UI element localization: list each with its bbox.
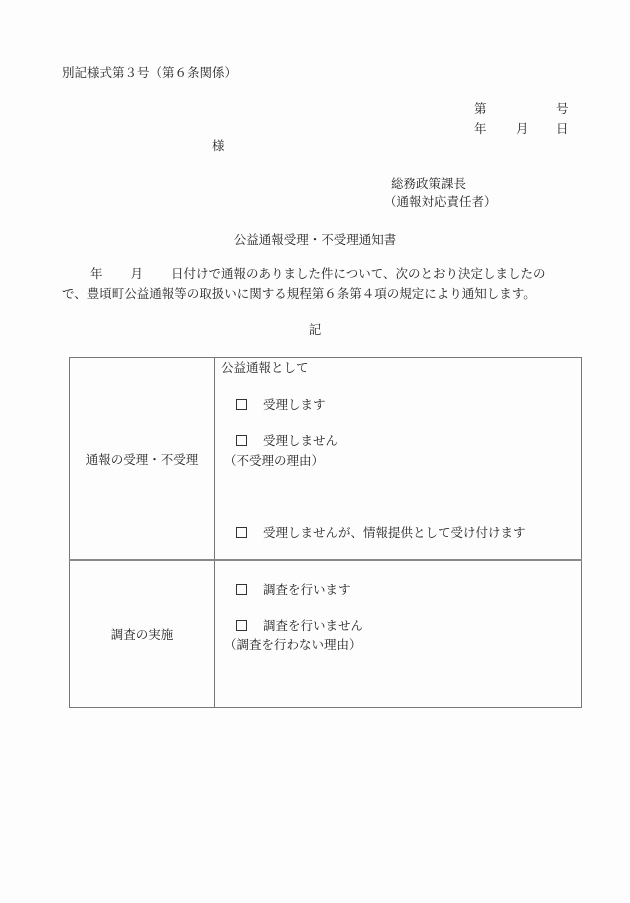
- option-accept[interactable]: 受理します: [236, 397, 326, 413]
- body-paragraph: [62, 264, 582, 304]
- body-month: 月: [130, 266, 144, 281]
- investigation-options-cell: [215, 560, 582, 708]
- ki-heading: 記: [308, 322, 322, 337]
- acceptance-intro: 公益通報として: [221, 360, 309, 375]
- investigation-label: 調査の実施: [70, 560, 215, 708]
- checkbox-icon[interactable]: [236, 435, 247, 446]
- body-line2: で、豊頃町公益通報等の取扱いに関する規程第６条第４項の規定により通知します。: [62, 286, 536, 301]
- decision-table: [69, 357, 582, 708]
- no-investigation-reason-label: （調査を行わない理由）: [224, 637, 362, 652]
- table-row-investigation: [70, 560, 582, 708]
- date-month-label: 月: [516, 121, 529, 136]
- document-number-suffix: 号: [556, 101, 569, 116]
- option-reject[interactable]: 受理しません: [236, 433, 338, 449]
- option-investigate[interactable]: 調査を行います: [236, 582, 351, 598]
- form-number: 別記様式第３号（第６条関係）: [62, 65, 238, 80]
- checkbox-icon[interactable]: [236, 527, 247, 538]
- acceptance-options-cell: [215, 358, 582, 561]
- date-day-label: 日: [556, 121, 569, 136]
- rejection-reason-label: （不受理の理由）: [224, 453, 325, 468]
- sender-role: （通報対応責任者）: [384, 194, 497, 209]
- checkbox-icon[interactable]: [236, 399, 247, 410]
- body-year: 年: [90, 266, 103, 281]
- option-no-investigation[interactable]: 調査を行いません: [236, 618, 363, 634]
- option-accept-as-information[interactable]: 受理しませんが、情報提供として受け付けます: [236, 525, 526, 541]
- acceptance-label: 通報の受理・不受理: [70, 358, 215, 561]
- date-year-label: 年: [474, 121, 487, 136]
- checkbox-icon[interactable]: [236, 584, 247, 595]
- sender-title: 総務政策課長: [391, 176, 467, 191]
- addressee-suffix: 様: [212, 138, 225, 153]
- checkbox-icon[interactable]: [236, 620, 247, 631]
- document-title: 公益通報受理・不受理通知書: [233, 232, 397, 247]
- document-number-label: 第: [474, 101, 487, 116]
- body-line1: 日付けで通報のありました件について、次のとおり決定しましたの: [171, 266, 546, 281]
- table-row-acceptance: [70, 358, 582, 561]
